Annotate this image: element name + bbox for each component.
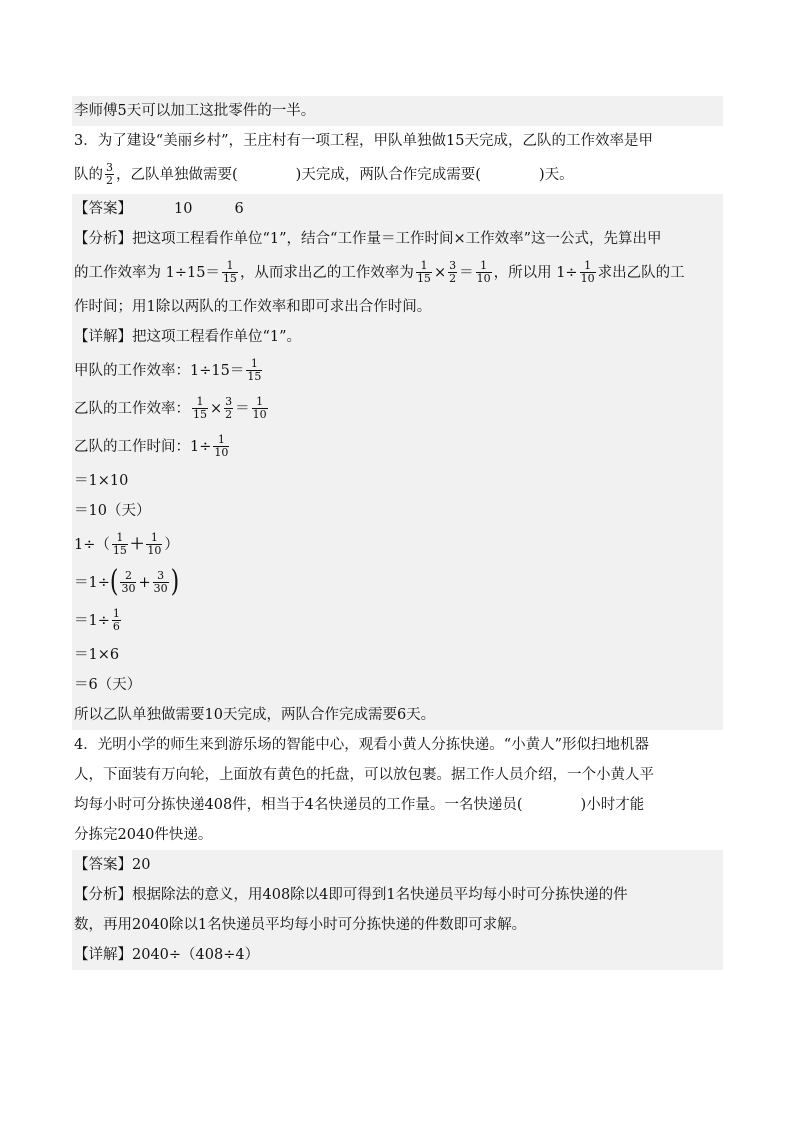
fraction [153, 570, 169, 595]
denominator: 2 [449, 271, 457, 285]
text-content: ＝1×10 [74, 473, 129, 489]
analysis-4-line-1 [72, 880, 723, 910]
analysis-line-3 [72, 292, 723, 322]
text-content: 人，下面装有万向轮，上面放有黄色的托盘，可以放包裹。据工作人员介绍，一个小黄人平 [74, 767, 654, 783]
right-paren: ) [170, 565, 180, 600]
text-content: 的工作效率为 1÷15＝ [74, 265, 220, 281]
operator: × [433, 265, 447, 281]
text-content: 【详解】把这项工程看作单位“1”。 [74, 329, 302, 345]
solution-line-6 [72, 496, 723, 526]
numerator: 2 [124, 568, 132, 582]
numerator: 1 [112, 606, 120, 620]
numerator: 3 [106, 160, 113, 174]
answer-4-line [72, 850, 723, 880]
fraction [146, 532, 162, 557]
answer-line [72, 194, 723, 224]
numerator: 1 [196, 394, 204, 408]
operator: ＝ [459, 265, 474, 281]
text-content: 分拣完2040件快递。 [74, 827, 213, 843]
numerator: 1 [420, 258, 428, 272]
operator: + [138, 575, 151, 591]
fraction [448, 260, 457, 285]
denominator: 2 [106, 173, 113, 187]
denominator: 15 [222, 271, 237, 285]
operator: ＋ [129, 536, 145, 553]
solution-line-7 [72, 526, 723, 564]
question-4-line-4 [72, 820, 723, 850]
denominator: 6 [112, 619, 120, 633]
text-content: ，乙队单独做需要( )天完成，两队合作完成需要( )天。 [116, 167, 574, 183]
text-line [72, 96, 723, 126]
numerator: 1 [116, 530, 124, 544]
text-content: 作时间；用1除以两队的工作效率和即可求出合作时间。 [74, 299, 432, 315]
denominator: 10 [147, 543, 162, 557]
fraction [105, 162, 114, 187]
numerator: 1 [250, 356, 258, 370]
fraction [120, 570, 136, 595]
solution-line-3 [72, 390, 723, 428]
analysis-4-line-2 [72, 910, 723, 940]
text-content: ） [164, 537, 179, 553]
denominator: 15 [247, 369, 262, 383]
text-content: 乙队的工作时间：1÷ [74, 439, 212, 455]
question-3-line-1 [72, 126, 723, 156]
fraction [252, 396, 268, 421]
solution-line-10 [72, 640, 723, 670]
operator: × [210, 401, 223, 417]
text-content: 3．为了建设“美丽乡村”，王庄村有一项工程，甲队单独做15天完成，乙队的工作效率是甲 [74, 133, 653, 149]
question-4-line-1 [72, 730, 723, 760]
fraction [112, 532, 128, 557]
text-content: 4．光明小学的师生来到游乐场的智能中心，观看小黄人分拣快递。“小黄人”形似扫地机器 [74, 737, 650, 753]
solution-4-line-1 [72, 940, 723, 970]
numerator: 1 [480, 258, 488, 272]
question-3-line-2 [72, 156, 723, 194]
text-content: 所以乙队单独做需要10天完成，两队合作完成需要6天。 [74, 707, 436, 723]
denominator: 10 [214, 445, 229, 459]
text-content: 数，再用2040除以1名快递员平均每小时可分拣快递的件数即可求解。 [74, 917, 527, 933]
numerator: 1 [584, 258, 592, 272]
solution-line-5 [72, 466, 723, 496]
solution-line-12 [72, 700, 723, 730]
solution-line-9 [72, 602, 723, 640]
operator: ＝ [235, 401, 250, 417]
solution-line-8 [72, 564, 723, 602]
denominator: 15 [416, 271, 431, 285]
text-content: ＝1÷ [74, 575, 110, 591]
denominator: 2 [225, 407, 233, 421]
question-4-line-3 [72, 790, 723, 820]
question-4-line-2 [72, 760, 723, 790]
fraction [213, 434, 229, 459]
numerator: 1 [150, 530, 158, 544]
fraction [224, 396, 233, 421]
fraction [580, 260, 596, 285]
fraction [222, 260, 238, 285]
solution-line-2 [72, 352, 723, 390]
analysis-line-1 [72, 224, 723, 254]
text-content: 【分析】根据除法的意义，用408除以4即可得到1名快递员平均每小时可分拣快递的件 [74, 887, 628, 903]
fraction [192, 396, 208, 421]
denominator: 30 [153, 581, 168, 595]
numerator: 1 [217, 432, 225, 446]
text-content: ，从而求出乙的工作效率为 [239, 265, 414, 281]
text-content: ，所以用 1÷ [493, 265, 578, 281]
numerator: 3 [449, 258, 457, 272]
denominator: 10 [476, 271, 491, 285]
numerator: 1 [226, 258, 234, 272]
numerator: 1 [256, 394, 264, 408]
text-content: 均每小时可分拣快递408件，相当于4名快递员的工作量。一名快递员( )小时才能 [74, 797, 645, 813]
text-content: ＝10（天） [74, 503, 151, 519]
text-content: 【答案】20 [74, 857, 151, 873]
text-content: 队的 [74, 167, 103, 183]
numerator: 3 [225, 394, 233, 408]
fraction [416, 260, 432, 285]
fraction [246, 358, 262, 383]
text-content: 乙队的工作效率： [74, 401, 190, 417]
answer-label: 【答案】 [74, 201, 132, 217]
denominator: 10 [580, 271, 595, 285]
fraction [476, 260, 492, 285]
text-content: 【详解】2040÷（408÷4） [74, 947, 260, 963]
analysis-line-2 [72, 254, 723, 292]
text-content: 求出乙队的工 [597, 265, 685, 281]
text-content: ＝1×6 [74, 647, 120, 663]
text-content: 甲队的工作效率：1÷15＝ [74, 363, 245, 379]
denominator: 10 [252, 407, 267, 421]
numerator: 3 [157, 568, 165, 582]
left-paren: ( [109, 565, 119, 600]
answer-value: 10 [174, 201, 193, 217]
denominator: 15 [193, 407, 207, 421]
solution-line-4 [72, 428, 723, 466]
text-content: 【分析】把这项工程看作单位“1”，结合“工作量＝工作时间×工作效率”这一公式，先算出甲 [74, 231, 662, 247]
denominator: 30 [121, 581, 136, 595]
solution-line-1 [72, 322, 723, 352]
solution-line-11 [72, 670, 723, 700]
fraction [112, 608, 121, 633]
document-page [72, 96, 723, 970]
text-content: ＝1÷ [74, 613, 110, 629]
text-content: ＝6（天） [74, 677, 142, 693]
answer-value: 6 [234, 201, 244, 217]
text-content: 李师傅5天可以加工这批零件的一半。 [74, 103, 316, 119]
text-content: 1÷（ [74, 537, 110, 553]
denominator: 15 [112, 543, 127, 557]
